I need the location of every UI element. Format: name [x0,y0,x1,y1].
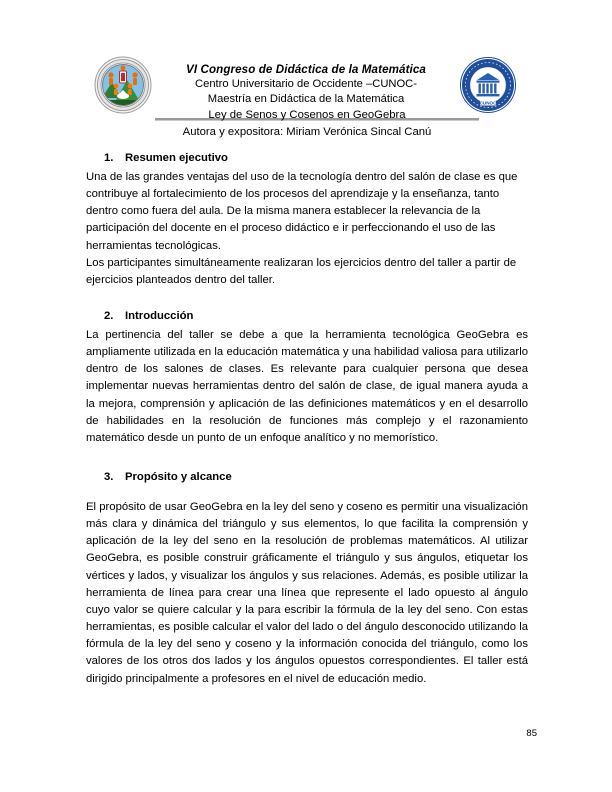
document-title-block [86,107,528,141]
section-title-2: Introducción [125,310,194,323]
university-center: Centro Universitario de Occidente –CUNOC- [195,78,417,91]
author-line: Autora y expositora: Miriam Verónica Sincal Canú [182,126,432,139]
document-header [0,26,612,106]
section-3-paragraph-1: El propósito de usar GeoGebra en la ley del seno y coseno es permitir una visualización más clara y dinámica del triángulo y sus elementos, lo que facilita la comprensión y aplicación de la ley del seno en la resolución de problemas matemáticos. Al utilizar GeoGebra, es posible construir gráficamente el triángulo y sus ángulos, etiquetar los vértices y lados, y visualizar los ángulos y sus relaciones. Además, es posible utilizar la herramienta de línea para crear una línea que represente el lado opuesto al ángulo cuyo valor se quiere calcular y la para escribir la fórmula de la ley del seno. Con estas herramientas, es posible calcular el valor del lado o del ángulo desconocido utilizando la fórmula de la ley del seno y coseno y la información conocida del triángulo, como los valores de los otros dos lados y los ángulos opuestos correspondientes. El taller está dirigido principalmente a profesores en el nivel de educación medio. [86,501,528,685]
workshop-title: Ley de Senos y Cosenos en GeoGebra [208,109,406,121]
spacer [86,488,528,499]
congress-title: VI Congreso de Didáctica de la Matemática [186,63,426,76]
section-number-3: 3. [104,471,114,484]
spacer [86,447,528,469]
section-number-2: 2. [104,310,114,323]
cunoc-seal-logo [459,56,517,114]
section-title-3: Propósito y alcance [125,471,232,484]
program-name: Maestría en Didáctica de la Matemática [207,92,405,105]
section-number-1: 1. [104,152,114,164]
section-2-paragraph-1: La pertinencia del taller se debe a que la herramienta tecnológica GeoGebra es ampliamente utilizada en la educación matemática y una habilidad valiosa para utilizarlo dentro de los salones de clases. Es relevante para cualquier persona que desea implementar nuevas herramientas dentro del salón de clase, de igual manera ayuda a la mejora, comprensión y aplicación de las definiciones matemáticos y en el desarrollo de habilidades en la resolución de funciones más complejo y el razonamiento matemático desde un punto de un enfoque analítico y no memorístico. [86,328,528,444]
section-heading-1 [86,150,528,167]
spacer [86,289,528,308]
section-heading-3 [86,469,528,486]
section-heading-2 [86,308,528,325]
section-1-paragraph-1: Una de las grandes ventajas del uso de la tecnología dentro del salón de clase es que contribuye al fortalecimiento de los procesos del aprendizaje y la enseñanza, tanto dentro como fuera del aula. De la misma manera establecer la relevancia de la participación del docente en el proceso didáctico e ir perfeccionando el uso de las herramientas tecnológicas. [86,170,518,252]
document-body [86,150,528,688]
section-1-paragraph-2: Los participantes simultáneamente realizaran los ejercicios dentro del taller a partir de ejercicios planteados dentro del taller. [86,256,517,286]
header-title-block [120,62,492,106]
section-title-1: Resumen ejecutivo [125,152,228,164]
svg-text:CUNOC: CUNOC [479,100,497,106]
page-number: 85 [526,728,537,739]
